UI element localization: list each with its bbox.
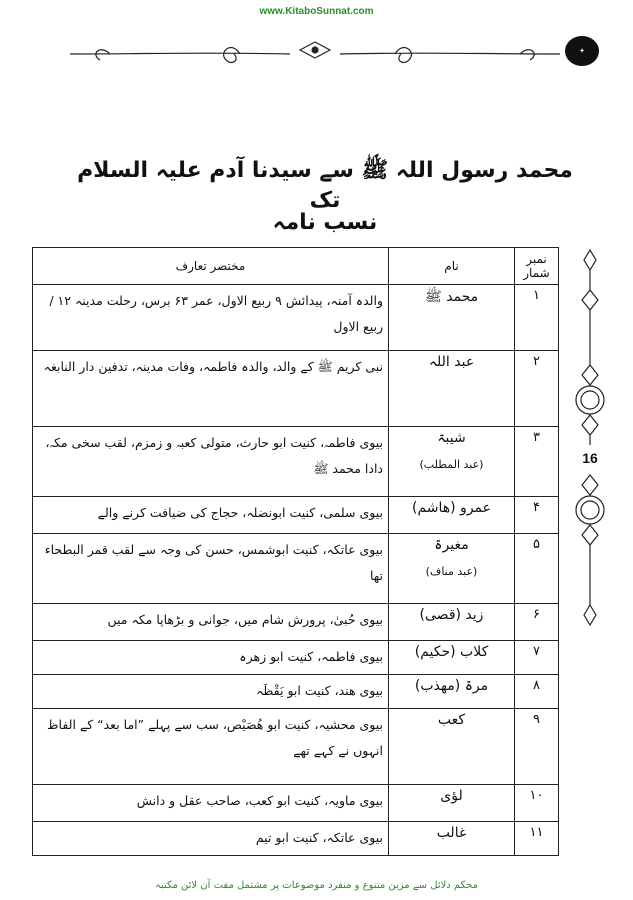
genealogy-table: [32, 247, 559, 856]
row-intro: بیوی فاطمہ، کنیت ابو زھرہ: [33, 641, 389, 675]
row-intro: بیوی عاتکہ، کنیت ابو تیم: [33, 822, 389, 856]
site-url[interactable]: www.KitaboSunnat.com: [259, 6, 374, 17]
row-name: [389, 351, 515, 427]
row-number: ۱۰: [515, 785, 559, 822]
row-name: [389, 785, 515, 822]
row-intro: بیوی ماویہ، کنیت ابو کعب، صاحب عقل و دانش: [33, 785, 389, 822]
row-intro: والدہ آمنہ، پیدائش ۹ ربیع الاول، عمر ۶۳ برس، رحلت مدینہ ۱۲ / ربیع الاول: [33, 285, 389, 351]
row-intro: بیوی فاطمہ، کنیت ابو حارث، متولی کعبہ و زمزم، لقب سخی مکہ، دادا محمد ﷺ: [33, 427, 389, 497]
row-intro: بیوی محشیہ، کنیت ابو ھُصَیْص، سب سے پہلے ”اما بعد“ کے الفاظ انہوں نے کہے تھے: [33, 709, 389, 785]
row-intro: بیوی حُبیٰ، پرورش شام میں، جوانی و بڑھاپا مکہ میں: [33, 604, 389, 641]
row-name-text: کلاب (حکیم): [414, 644, 489, 660]
row-number: ۹: [515, 709, 559, 785]
row-name: [389, 675, 515, 709]
row-intro: بیوی سلمی، کنیت ابونضلہ، حجاج کی ضیافت کرنے والے: [33, 497, 389, 534]
row-number: ۱۱: [515, 822, 559, 856]
row-name: [389, 822, 515, 856]
row-name: [389, 604, 515, 641]
table-row: [33, 822, 559, 856]
page-subtitle: نسب نامہ: [272, 210, 378, 235]
table-row: [33, 534, 559, 604]
row-number: ۶: [515, 604, 559, 641]
row-number: ۴: [515, 497, 559, 534]
row-name-text: مرۃ (مھذب): [414, 678, 489, 694]
header-number: نمبر شمار: [515, 248, 559, 285]
row-name: [389, 427, 515, 497]
row-name-text: محمد ﷺ: [424, 289, 479, 305]
row-name: [389, 285, 515, 351]
table-row: [33, 351, 559, 427]
row-number: ۲: [515, 351, 559, 427]
page-number: 16: [582, 450, 598, 466]
row-name-text: لؤی: [440, 788, 463, 804]
row-number: ۵: [515, 534, 559, 604]
row-intro: بیوی عاتکہ، کنیت ابوشمس، حسن کی وجہ سے لقب قمر البطحاء تھا: [33, 534, 389, 604]
page-title: محمد رسول اللہ ﷺ سے سیدنا آدم علیہ السلام تک: [77, 158, 573, 213]
table-row: [33, 675, 559, 709]
table-row: [33, 497, 559, 534]
table-row: [33, 785, 559, 822]
side-ornament: [560, 245, 620, 885]
row-number: ۸: [515, 675, 559, 709]
row-intro: بیوی ھند، کنیت ابو یَقْظَہ: [33, 675, 389, 709]
row-number: ۷: [515, 641, 559, 675]
table-row: [33, 709, 559, 785]
row-name-text: کعب: [437, 712, 466, 728]
row-name-text: شیبۃ: [437, 430, 466, 446]
row-name-text: غالب: [436, 825, 467, 841]
row-alt-name: (عبد مناف): [425, 565, 478, 578]
table-row: [33, 604, 559, 641]
row-name: [389, 641, 515, 675]
row-intro: نبی کریم ﷺ کے والد، والدہ فاطمہ، وفات مدینہ، تدفین دار النابغہ: [33, 351, 389, 427]
table-row: [33, 427, 559, 497]
row-alt-name: (عبد المطلب): [419, 458, 484, 471]
row-name: [389, 497, 515, 534]
table-header-row: [33, 248, 559, 285]
row-name-text: عمرو (ھاشم): [411, 500, 491, 516]
row-name-text: مغیرۃ: [434, 537, 469, 553]
header-intro: مختصر تعارف: [33, 248, 389, 285]
header-name: نام: [389, 248, 515, 285]
publisher-logo: ✦: [565, 36, 599, 66]
row-name-text: زید (قصی): [419, 607, 484, 623]
footer-tagline: محکم دلائل سے مزین متنوع و منفرد موضوعات پر مشتمل مفت آن لائن مکتبہ: [155, 880, 478, 891]
row-number: ۱: [515, 285, 559, 351]
table-row: [33, 641, 559, 675]
row-name: [389, 534, 515, 604]
row-name: [389, 709, 515, 785]
row-name-text: عبد اللہ: [428, 354, 475, 370]
table-row: [33, 285, 559, 351]
header-ornament: [0, 22, 633, 72]
row-number: ۳: [515, 427, 559, 497]
